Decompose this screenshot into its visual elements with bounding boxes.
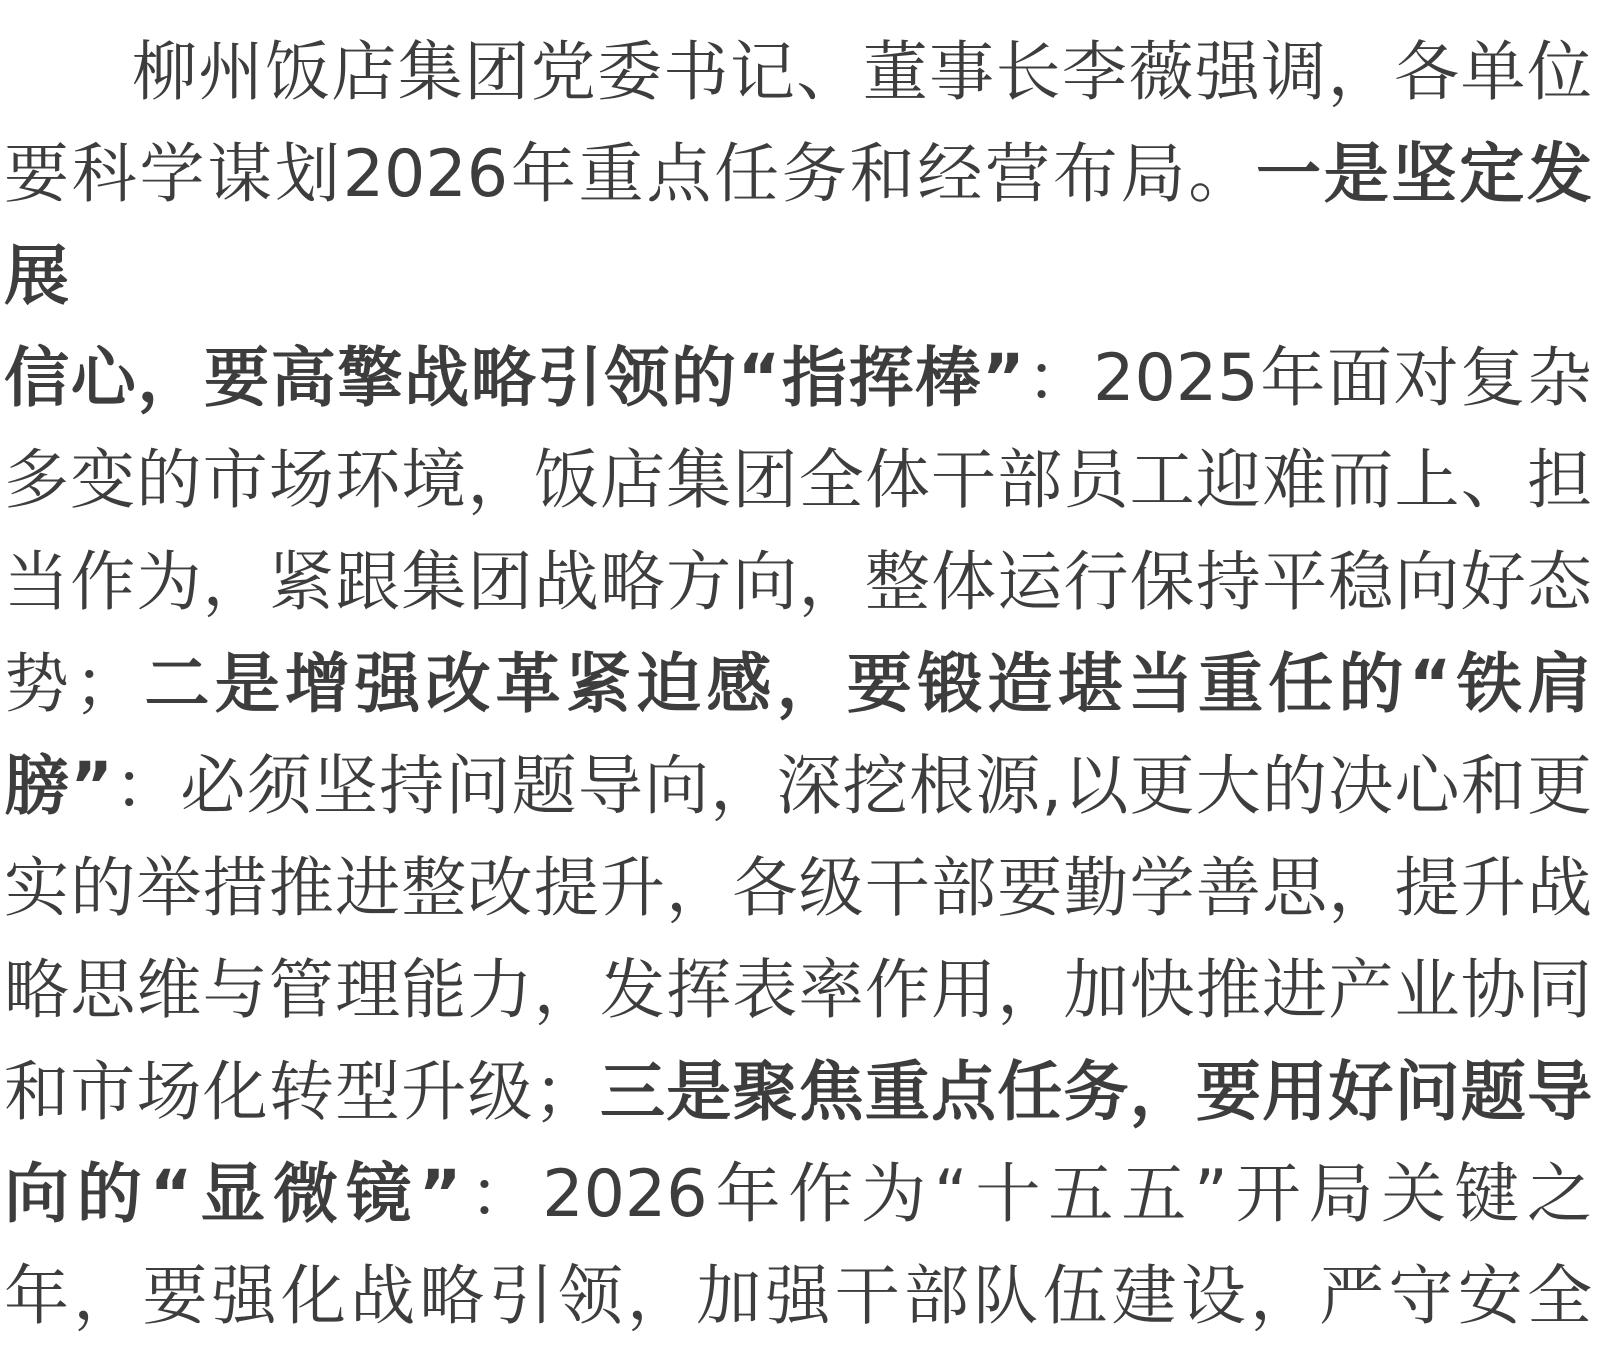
bold-text-run: 二是增强改革紧迫感，要锻造堪当重任的“铁肩 [139, 647, 1592, 722]
text-run: 柳州饭店集团党委书记、董事长李薇强调，各单位 [132, 35, 1592, 110]
text-run: ：必须坚持问题导向，深挖根源,以更大的决心和更 [112, 749, 1592, 824]
text-line [4, 532, 1592, 634]
bold-text-run: 向的“显微镜” [4, 1157, 462, 1232]
text-run: 和市场化转型升级； [4, 1055, 599, 1130]
text-line [4, 838, 1592, 940]
text-line [4, 124, 1592, 328]
text-run: ：2026年作为“十五五”开局关键之 [461, 1157, 1592, 1232]
bold-text-run: 三是聚焦重点任务，要用好问题导 [598, 1055, 1592, 1130]
text-run: 多变的市场环境，饭店集团全体干部员工迎难而上、担 [4, 443, 1592, 518]
text-run: 当作为，紧跟集团战略方向，整体运行保持平稳向好态 [4, 545, 1592, 620]
text-line [4, 940, 1592, 1042]
bold-text-run: 一是坚定发展 [4, 137, 1592, 314]
text-line [4, 1042, 1592, 1144]
text-line [4, 1144, 1592, 1246]
text-run: 略思维与管理能力，发挥表率作用，加快推进产业协同 [4, 953, 1592, 1028]
text-line [4, 22, 1592, 124]
text-run: 年，要强化战略引领，加强干部队伍建设，严守安全 [4, 1259, 1592, 1334]
text-line [4, 736, 1592, 838]
text-run: 势； [4, 647, 140, 722]
text-line [4, 1246, 1592, 1348]
text-run: 实的举措推进整改提升，各级干部要勤学善思，提升战 [4, 851, 1592, 926]
bold-text-run: 信心，要高擎战略引领的“指挥棒” [4, 341, 1025, 416]
text-run: ：2025年面对复杂 [1024, 341, 1592, 416]
text-line [4, 634, 1592, 736]
bold-text-run: 膀” [4, 749, 113, 824]
text-line [4, 430, 1592, 532]
text-run: 要科学谋划2026年重点任务和经营布局。 [4, 137, 1257, 212]
text-line [4, 328, 1592, 430]
